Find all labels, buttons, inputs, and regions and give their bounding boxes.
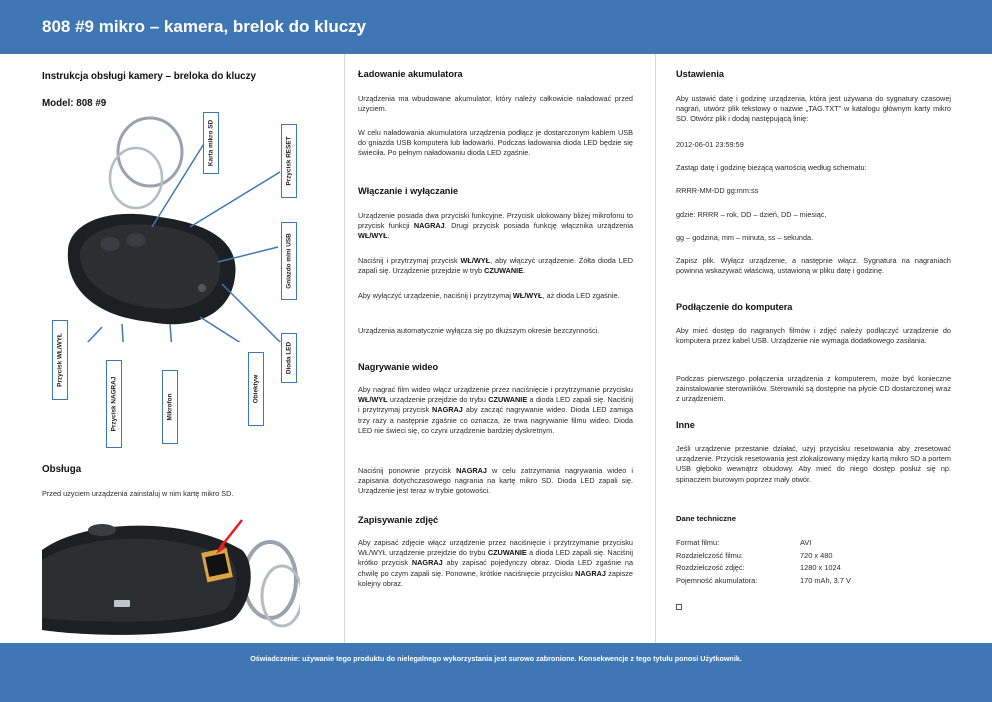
settings-format: RRRR-MM-DD gg:mm:ss bbox=[676, 186, 759, 195]
label-led: Dioda LED bbox=[281, 333, 297, 383]
model-label: Model: 808 #9 bbox=[42, 98, 107, 109]
camera-keychain-illustration bbox=[40, 112, 300, 342]
settings-text-6: gg – godzina, mm – minuta, ss – sekunda. bbox=[676, 233, 814, 242]
page-title: 808 #9 mikro – kamera, brelok do kluczy bbox=[42, 17, 367, 36]
label-record-button: Przycisk NAGRAJ bbox=[106, 360, 122, 448]
computer-text-2: Podczas pierwszego połączenia urządzenia z komputerem, może być konieczne zainstalowanie sterowników. Sterowniki są dostępne na płycie CD dostarczonej wraz z urządzeniem. bbox=[676, 374, 951, 404]
specs-table bbox=[676, 538, 946, 589]
label-mini-usb: Gniazdo mini USB bbox=[281, 222, 297, 300]
specs-row: Pojemność akumulatora: 170 mAh, 3.7 V bbox=[676, 576, 851, 586]
label-onoff-button: Przycisk WŁ/WYŁ bbox=[52, 320, 68, 400]
label-sd-card: Karta mikro SD bbox=[203, 112, 219, 174]
video-text-2: Naciśnij ponownie przycisk NAGRAJ w celu zatrzymania nagrywania wideo i zapisania dotychczasowego nagrania na kartę mikro SD. Dioda LED zapali się. Urządzenie jest teraz w trybie gotowości. bbox=[358, 466, 633, 496]
specs-row: Rozdzielczość filmu: 720 x 480 bbox=[676, 550, 833, 560]
charging-text-2: W celu naładowania akumulatora urządzenia podłącz je dostarczonym kablem USB do gniazda USB komputera lub ładowarki. Podczas ładowania dioda LED będzie się świeciła. Po pełnym naładowaniu dioda LED zgaśnie. bbox=[358, 128, 633, 158]
page-header bbox=[0, 0, 992, 54]
computer-text-1: Aby mieć dostęp do nagranych filmów i zdjęć należy podłączyć urządzenie do komputera przez kabel USB. Urządzenie nie wymaga dodatkowego zasilania. bbox=[676, 326, 951, 346]
settings-example-date: 2012-06-01 23:59:59 bbox=[676, 140, 744, 149]
label-microphone: Mikrofon bbox=[162, 370, 178, 444]
heading-specs: Dane techniczne bbox=[676, 514, 736, 523]
heading-computer: Podłączenie do komputera bbox=[676, 302, 793, 312]
heading-settings: Ustawienia bbox=[676, 69, 724, 79]
specs-row: Format filmu: AVI bbox=[676, 538, 812, 547]
charging-text-1: Urządzenia ma wbudowane akumulator, który należy całkowicie naładować przed użyciem. bbox=[358, 94, 633, 114]
onoff-text-3: Aby wyłączyć urządzenie, naciśnij i przytrzymaj WŁ/WYŁ, aż dioda LED zgaśnie. bbox=[358, 291, 620, 300]
manual-title: Instrukcja obsługi kamery – breloka do kluczy bbox=[42, 71, 256, 82]
settings-text-1: Aby ustawić datę i godzinę urządzenia, która jest używana do sygnatury czasowej nagrań, utwórz plik tekstowy o nazwie „TAG.TXT” w katalogu głównym karty mikro SD. Otwórz plik i dodaj następującą linię: bbox=[676, 94, 951, 124]
disclaimer-text: Oświadczenie: używanie tego produktu do nielegalnego wykorzystania jest surowo zabronione. Konsekwencje z tego tytułu ponosi Użytkownik. bbox=[250, 654, 742, 663]
obsluga-text: Przed użyciem urządzenia zainstaluj w nim kartę mikro SD. bbox=[42, 489, 234, 498]
heading-video: Nagrywanie wideo bbox=[358, 362, 439, 372]
section-heading-obsluga: Obsługa bbox=[42, 464, 82, 475]
column-divider bbox=[655, 54, 656, 643]
photo-text-1: Aby zapisać zdjęcie włącz urządzenie przez naciśnięcie i przytrzymanie przycisku WŁ/WYŁ urządzenie przejdzie do trybu CZUWANIE a dioda LED zapali się. Naciśnij krótko przycisk NAGRAJ aby zapisać pojedynczy obraz. Dioda LED zgaśnie na chwilę po czym zapali się. Ponowne, krótkie naciśnięcie przycisku NAGRAJ zapisze kolejny obraz. bbox=[358, 538, 633, 588]
empty-checkbox bbox=[676, 604, 682, 610]
other-text-1: Jeśli urządzenie przestanie działać, użyj przycisku resetowania aby zresetować urządzenie. Przycisk resetowania jest zlokalizowany między kartą mikro SD a portem USB głęboko wewnątrz obudowy. Aby mieć do niego dostęp posłuż się np. spinaczem biurowym poprzez mały otwór. bbox=[676, 444, 951, 484]
sd-card-insertion-photo bbox=[42, 510, 300, 636]
settings-text-5: gdzie: RRRR – rok, DD – dzień, DD – miesiąc, bbox=[676, 210, 827, 219]
heading-photo: Zapisywanie zdjęć bbox=[358, 515, 439, 525]
column-divider bbox=[344, 54, 345, 643]
settings-text-3: Zastąp datę i godzinę bieżącą wartością według schematu: bbox=[676, 163, 867, 172]
video-text-1: Aby nagrać film wideo włącz urządzenie przez naciśnięcie i przytrzymanie przycisku WŁ/WYŁ urządzenie przejdzie do trybu CZUWANIE a dioda LED zapali się. Naciśnij i przytrzymaj przycisk NAGRAJ aby zacząć nagrywanie wideo. Dioda LED zamiga trzy razy a następnie zgaśnie co oznacza, że trwa nagrywanie filmu wideo. Dioda LED nie świeci się, co czyni urządzenie bardziej dyskretnym. bbox=[358, 385, 634, 435]
page-footer bbox=[0, 643, 992, 702]
heading-other: Inne bbox=[676, 420, 695, 430]
label-lens: Obiektyw bbox=[248, 352, 264, 426]
onoff-text-2: Naciśnij i przytrzymaj przycisk WŁ/WYŁ, aby włączyć urządzenie. Żółta dioda LED zapali się. Urządzenie przejdzie w tryb CZUWANIE. bbox=[358, 256, 633, 276]
label-reset-button: Przycisk RESET bbox=[281, 124, 297, 198]
onoff-text-4: Urządzenia automatycznie wyłącza się po dłuższym okresie bezczynności. bbox=[358, 326, 600, 335]
heading-charging: Ładowanie akumulatora bbox=[358, 69, 463, 79]
heading-onoff: Włączanie i wyłączanie bbox=[358, 186, 459, 196]
settings-text-7: Zapisz plik. Wyłącz urządzenie, a następnie włącz. Sygnatura na nagraniach powinna wskazywać właściwą, ustawioną w pliku datę i godzinę. bbox=[676, 256, 951, 276]
specs-row: Rozdzielczość zdjęć: 1280 x 1024 bbox=[676, 563, 841, 573]
onoff-text-1: Urządzenie posiada dwa przyciski funkcyjne. Przycisk ulokowany bliżej mikrofonu to przycisk funkcji NAGRAJ. Drugi przycisk posiada funkcję włącznika urządzenia WŁ/WYŁ. bbox=[358, 211, 633, 241]
